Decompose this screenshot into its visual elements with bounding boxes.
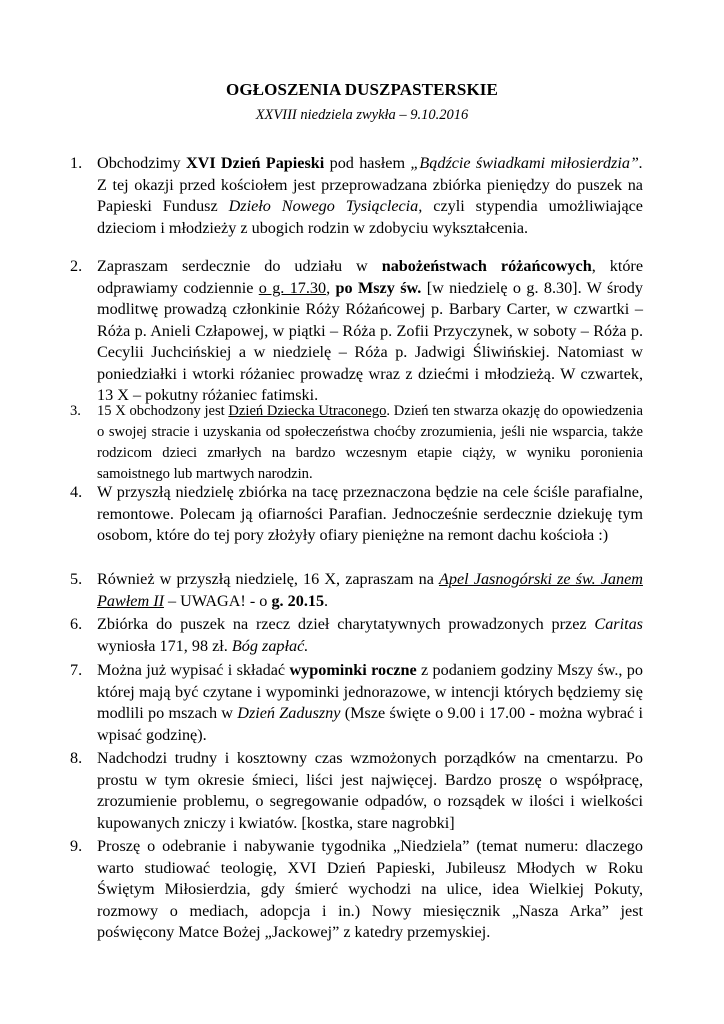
- item-text: [97, 569, 643, 612]
- text-run: Również w przyszłą niedzielę, 16 X, zapraszam na: [97, 570, 439, 588]
- text-run: ,: [326, 278, 336, 297]
- item-number: 4.: [70, 483, 83, 501]
- item-number: 5.: [70, 570, 83, 588]
- text-run: .: [324, 591, 329, 610]
- text-run: , które odprawiamy codziennie: [97, 257, 643, 297]
- text-run: „Bądźcie świadkami miłosierdzia”.: [410, 154, 643, 172]
- text-run: Nadchodzi trudny i kosztowny czas wzmożonych porządków na cmentarzu. Po prostu w tym okresie śmieci, liści jest najwięcej. Bardzo proszę o współpracę, zrozumienie problemu, o segregowanie odpadów, o rozsądek w ilości i wielkości kupowanych zniczy i kwiatów. [kostka, stare nagrobki]: [97, 749, 643, 832]
- text-run: pod hasłem: [324, 154, 411, 172]
- text-run: Bóg zapłać.: [231, 636, 309, 655]
- text-run: Apel Jasnogórski ze św. Janem Pawłem II: [97, 570, 643, 610]
- text-run: Z tej okazji przed kościołem jest przeprowadzana zbiórka pieniędzy do puszek na Papieski Fundusz: [97, 175, 643, 215]
- item-text: [97, 482, 643, 547]
- text-run: nabożeństwach różańcowych: [381, 257, 592, 275]
- text-run: Dzień Dziecka Utraconego: [228, 403, 387, 419]
- text-run: 15 X obchodzony jest: [97, 403, 229, 419]
- text-run: wypominki roczne: [289, 661, 417, 679]
- text-run: z podaniem godziny Mszy św., po której mają być czytane i wypominki jednorazowe, w intencji których będziemy się modlili po mszach w: [97, 661, 643, 722]
- text-run: Dzieło Nowego Tysiąclecia,: [228, 197, 423, 215]
- item-text: [97, 256, 643, 407]
- item-number: 9.: [70, 837, 83, 855]
- text-run: czyli stypendia umożliwiające dzieciom i młodzieży z ubogich rodzin w zdobyciu wykształcenia.: [97, 197, 643, 237]
- item-text: [97, 153, 643, 239]
- text-run: Zbiórka do puszek na rzecz dzieł charytatywnych prowadzonych przez: [97, 615, 595, 633]
- item-text: [97, 748, 643, 834]
- text-run: Caritas: [594, 615, 643, 633]
- text-run: g. 20.15: [271, 591, 325, 610]
- item-number: 2.: [70, 257, 83, 275]
- text-run: Zapraszam serdecznie do udziału w: [97, 257, 382, 275]
- text-run: XVI Dzień Papieski: [185, 154, 325, 172]
- item-text: [97, 836, 643, 944]
- item-number: 1.: [70, 154, 83, 172]
- text-run: Proszę o odebranie i nabywanie tygodnika „Niedziela” (temat numeru: dlaczego warto studiować teologię, XVI Dzień Papieski, Jubileusz Młodych w Roku Świętym Miłosierdzia, gdy śmierć wychodzi na ulice, idea Wielkiej Pokuty, rozmowy o mediach, adopcja i in.) Nowy miesięcznik „Nasza Arka” jest poświęcony Matce Bożej „Jackowej” z katedry przemyskiej.: [97, 837, 643, 941]
- text-run: wyniosła 171, 98 zł.: [97, 636, 232, 655]
- text-run: (Msze święte o 9.00 i 17.00 - można wybrać i wpisać godzinę).: [97, 704, 643, 744]
- item-number: 7.: [70, 661, 83, 679]
- text-run: – UWAGA! - o: [163, 591, 272, 610]
- text-run: W przyszłą niedzielę zbiórka na tacę przeznaczona będzie na cele ściśle parafialne, remontowe. Polecam ją ofiarności Parafian. Jednocześnie serdecznie dziekuję tym osobom, które do tej pory złożyły ofiary pieniężne na remont dachu kościoła :): [97, 483, 643, 544]
- text-run: Można już wypisać i składać: [97, 661, 290, 679]
- item-text: [97, 401, 643, 485]
- item-number: 8.: [70, 749, 83, 767]
- text-run: Obchodzimy: [97, 154, 186, 172]
- page-subtitle: XXVIII niedziela zwykła – 9.10.2016: [255, 107, 469, 123]
- text-run: [w niedzielę o g. 8.30]. W środy modlitwę prowadzą członkinie Róży Różańcowej p. Barbary Carter, w czwartki – Róża p. Anieli Człapowej, w piątki – Róża p. Zofii Przyczynek, w soboty – Róża p. Cecylii Juchcińskiej a w niedzielę – Róża p. Jadwigi Śliwińskiej. Natomiast w poniedziałki i wtorki różaniec prowadzę wraz z dziećmi i młodzieżą. W czwartek, 13 X – pokutny różaniec fatimski.: [97, 278, 643, 404]
- text-run: . Dzień ten stwarza okazję do opowiedzenia o swojej stracie i uzyskania od społeczeństwa choćby zrozumienia, jeśli nie wsparcia, także rodzicom dzieci zmarłych na bardzo wczesnym etapie ciąży, w wyniku poronienia samoistnego lub martwych narodzin.: [97, 403, 643, 482]
- item-text: [97, 614, 643, 657]
- item-number: 3.: [70, 403, 81, 419]
- text-run: Dzień Zaduszny: [237, 704, 341, 722]
- text-run: po Mszy św.: [335, 278, 422, 297]
- item-text: [97, 660, 643, 746]
- page-title: OGŁOSZENIA DUSZPASTERSKIE: [226, 80, 498, 99]
- item-number: 6.: [70, 615, 83, 633]
- text-run: o g. 17.30: [258, 278, 327, 297]
